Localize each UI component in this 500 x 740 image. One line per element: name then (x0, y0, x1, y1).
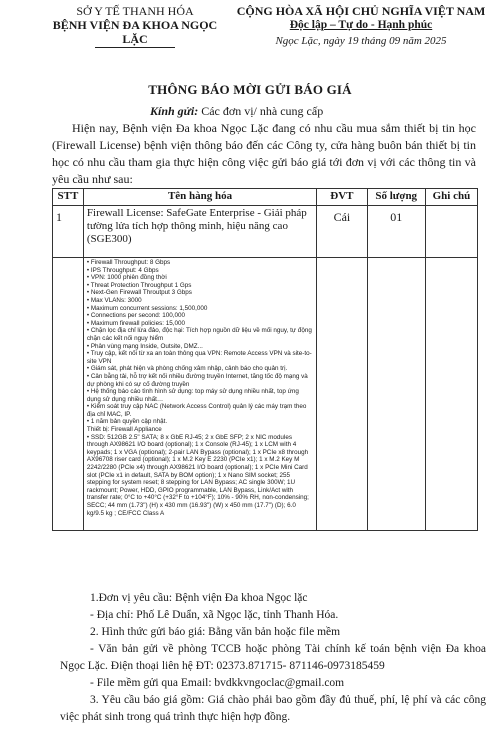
spec-list (87, 259, 313, 517)
cell-empty (317, 258, 367, 531)
spec-item: • Maximum firewall policies: 15,000 (86, 319, 185, 327)
national-motto: Độc lập – Tự do - Hạnh phúc (289, 19, 433, 31)
cell-note (425, 206, 477, 258)
requirements-section (60, 590, 486, 726)
cell-product-name: Firewall License: SafeGate Enterprise - Giải pháp tường lửa tích hợp thông minh, hiệu năng cao (SGE300) (83, 206, 316, 258)
requirement-line: 2. Hình thức gửi báo giá: Bằng văn bản hoặc file mềm (90, 626, 341, 638)
header-right (230, 4, 492, 48)
document-date: Ngọc Lặc, ngày 19 tháng 09 năm 2025 (275, 35, 447, 47)
quotation-table (52, 188, 478, 531)
cell-empty (53, 258, 84, 531)
hospital-name: BỆNH VIỆN ĐA KHOA NGỌC LẶC (52, 18, 218, 46)
requirement-line: - Văn bản gửi về phòng TCCB hoặc phòng Tài chính kế toán bệnh viện Đa khoa Ngọc Lặc. Điện thoại liên hệ ĐT: 02373.871715- 871146-0973185459 (60, 643, 486, 672)
table-header-row (53, 189, 478, 206)
spec-item: • Threat Protection Throughput 1 Gps (86, 281, 192, 289)
spec-item: • 1 năm bản quyền cập nhật. (86, 418, 168, 426)
spec-item: • Phân vùng mạng Inside, Outsite, DMZ... (86, 342, 203, 350)
spec-item: • Hệ thống báo cáo tình hình sử dụng: top máy sử dụng nhiều nhất, top ứng dụng sử dụng nhiều nhất… (86, 388, 299, 403)
spec-item: • Giám sát, phát hiện và phòng chống xâm nhập, cảnh báo cho quản trị. (86, 365, 288, 373)
spec-item: • Kiểm soát truy cập NAC (Network Access Control) quản lý các máy trạm theo địa chỉ MAC, IP. (86, 403, 307, 418)
table-row (53, 206, 478, 258)
department-name: SỞ Y TẾ THANH HÓA (76, 4, 194, 18)
cell-empty (367, 258, 425, 531)
spec-item: • Cân bằng tải, hỗ trợ kết nối nhiều đường truyền Internet, tăng tốc độ mạng và dự phòng khi có sự cố đường truyền (86, 372, 308, 388)
cell-qty: 01 (367, 206, 425, 258)
cell-stt: 1 (53, 206, 84, 258)
spec-item: Thiết bị: Firewall Appliance (86, 426, 162, 434)
cell-unit: Cái (317, 206, 367, 258)
header-left (50, 4, 220, 48)
col-header-name: Tên hàng hóa (83, 189, 316, 206)
spec-item: • SSD: 512GB 2.5" SATA; 8 x GbE RJ-45; 2 x GbE SFP; 2 x NIC modules through AX98621 I/O board (optional); 1 x Console (RJ-45); 1 x LCM with 4 keypads; 1 x VGA (optional); 2-pair LAN Bypass (optional); 1 x PCIe x8 through AX96708 riser card (optional); 1 x M.2 Key E 2230 (PCIe x1); 1 x M.2 Key M 2242/2280 (PCIe x4) through AX98621 I/O board (optional); 1 x PCIe Mini Card slot (PCIe x1 in default, SATA by BOM option); 1 x Nano SIM socket; 255 stepping for system reset; 8 stepping for LAN Bypass; AC single 300W; 1U rackmount; Power, HDD, GPIO programmable, LAN Bypass, Link/Act with transfer rate; 0°C to +40°C (+32°F to +104°F); 10% - 90% RH, non-condensing; SECC; 44 mm (1.73") (H) x 430 mm (16.93") (W) x 450 mm (17.7") (D); 6.0 kg/9.5 kg ; CE/FCC Class A (86, 433, 309, 517)
col-header-stt: STT (53, 189, 84, 206)
recipient-line (150, 104, 323, 119)
requirement-line: - Địa chỉ: Phố Lê Duẩn, xã Ngọc lặc, tỉnh Thanh Hóa. (90, 609, 339, 621)
spec-item: • IPS Throughput: 4 Gbps (86, 266, 159, 274)
header-left-rule (95, 47, 175, 48)
cell-empty (425, 258, 477, 531)
spec-item: • Truy cập, kết nối từ xa an toàn thông qua VPN: Remote Access VPN và site-to-site VPN (86, 350, 312, 365)
requirement-line: - File mềm gửi qua Email: bvdkkvngoclac@gmail.com (90, 677, 345, 689)
recipient-value: Các đơn vị/ nhà cung cấp (198, 104, 324, 118)
cell-specifications (83, 258, 316, 531)
intro-paragraph: Hiện nay, Bệnh viện Đa khoa Ngọc Lặc đang có nhu cầu mua sắm thiết bị tin học (Firewall License) bệnh viện thông báo đến các Công ty, cửa hàng buôn bán thiết bị tin học có nhu cầu tham gia thực hiện công việc gửi báo giá tới đơn vị với các thông tin và yêu cầu như sau: (52, 121, 476, 186)
spec-item: • Firewall Throughput: 8 Gbps (86, 259, 171, 266)
spec-item: • Chặn lọc địa chỉ lừa đảo, độc hại: Tích hợp nguồn dữ liệu về mối nguy, tự động chặn các kết nối nguy hiểm (86, 327, 312, 342)
table-spec-row (53, 258, 478, 531)
spec-item: • VPN: 1000 phiên đồng thời (86, 274, 167, 282)
spec-item: • Next-Gen Firewall Throutput 3 Gbps (86, 289, 192, 297)
requirement-line: 1.Đơn vị yêu cầu: Bệnh viện Đa khoa Ngọc lặc (90, 592, 308, 604)
spec-item: • Max VLANs: 3000 (86, 296, 142, 304)
col-header-note: Ghi chú (425, 189, 477, 206)
requirement-line: 3. Yêu cầu báo giá gồm: Giá chào phải bao gồm đầy đủ thuế, phí, lệ phí và các công việc phát sinh trong quá trình thực hiện hợp đồng. (60, 694, 486, 723)
national-title: CỘNG HÒA XÃ HỘI CHỦ NGHĨA VIỆT NAM (236, 4, 486, 18)
col-header-unit: ĐVT (317, 189, 367, 206)
spec-item: • Maximum concurrent sessions: 1,500,000 (86, 304, 208, 312)
recipient-label: Kính gửi: (150, 104, 199, 118)
spec-item: • Connections per second: 100,000 (86, 312, 186, 320)
col-header-qty: Số lượng (367, 189, 425, 206)
document-title: THÔNG BÁO MỜI GỬI BÁO GIÁ (148, 82, 352, 97)
